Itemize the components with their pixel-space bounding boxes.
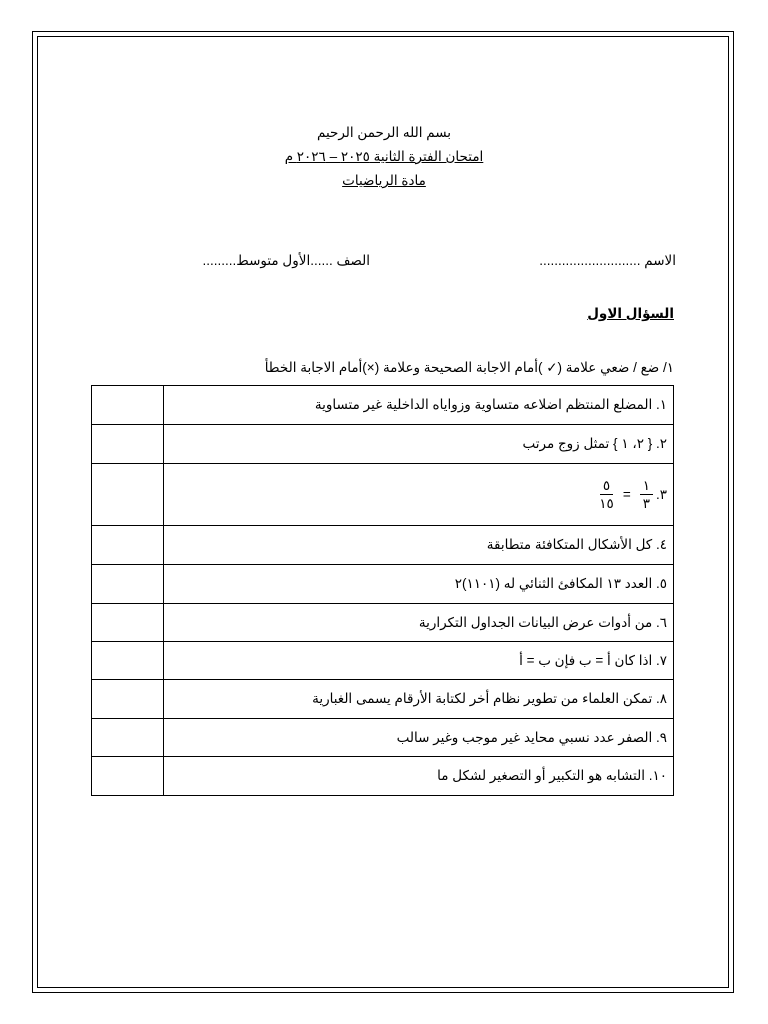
statement-cell: ١٠. التشابه هو التكبير أو التصغير لشكل ما — [164, 757, 674, 796]
class-field[interactable]: الصف ......الأول متوسط......... — [202, 253, 370, 268]
table-row — [92, 642, 674, 680]
answer-cell[interactable] — [92, 386, 164, 425]
table-row — [92, 425, 674, 464]
answer-cell[interactable] — [92, 464, 164, 526]
answer-cell[interactable] — [92, 604, 164, 642]
table-row — [92, 565, 674, 604]
statement-cell: ٨. تمكن العلماء من تطوير نظام أخر لكتابة الأرقام يسمى الغبارية — [164, 680, 674, 719]
table-row — [92, 757, 674, 796]
exam-title: امتحان الفترة الثانية ٢٠٢٥ – ٢٠٢٦ م — [284, 149, 484, 164]
table-row — [92, 526, 674, 565]
statement-cell: ٩. الصفر عدد نسبي محايد غير موجب وغير سالب — [164, 719, 674, 757]
table-row — [92, 604, 674, 642]
answer-cell[interactable] — [92, 757, 164, 796]
question-instruction: ١/ ضع / ضعي علامة (✓ )أمام الاجابة الصحيحة وعلامة (×)أمام الاجابة الخطأ — [264, 360, 674, 375]
statement-cell: ٤. كل الأشكال المتكافئة متطابقة — [164, 526, 674, 565]
statement-cell: ١. المضلع المنتظم اضلاعه متساوية وزواياه الداخلية غير متساوية — [164, 386, 674, 425]
statement-cell: ٥. العدد ١٣ المكافئ الثنائي له (١١٠١)٢ — [164, 565, 674, 604]
fraction-left: $\frac{١}{٣}$ — [640, 479, 653, 511]
basmala: بسم الله الرحمن الرحيم — [316, 125, 452, 140]
statement-cell: ٦. من أدوات عرض البيانات الجداول التكرارية — [164, 604, 674, 642]
table-row — [92, 464, 674, 526]
table-row — [92, 386, 674, 425]
answer-cell[interactable] — [92, 719, 164, 757]
fraction-right: $\frac{٥}{١٥}$ — [599, 477, 614, 511]
item-number: ٣. — [655, 486, 667, 502]
answer-cell[interactable] — [92, 565, 164, 604]
answer-cell[interactable] — [92, 642, 164, 680]
subject-title: مادة الرياضيات — [342, 173, 426, 188]
true-false-table — [91, 385, 674, 796]
answer-cell[interactable] — [92, 526, 164, 565]
fraction-equation — [596, 479, 667, 511]
student-name-field[interactable]: الاسم ........................... — [539, 253, 676, 268]
equals-sign: = — [622, 487, 631, 502]
statement-cell: ٧. اذا كان أ = ب فإن ب = أ — [164, 642, 674, 680]
statement-cell — [164, 464, 674, 526]
table-row — [92, 719, 674, 757]
statement-cell: ٢. { ٢، ١ } تمثل زوج مرتب — [164, 425, 674, 464]
answer-cell[interactable] — [92, 425, 164, 464]
answer-cell[interactable] — [92, 680, 164, 719]
question-title: السؤال الاول — [587, 306, 674, 321]
table-row — [92, 680, 674, 719]
